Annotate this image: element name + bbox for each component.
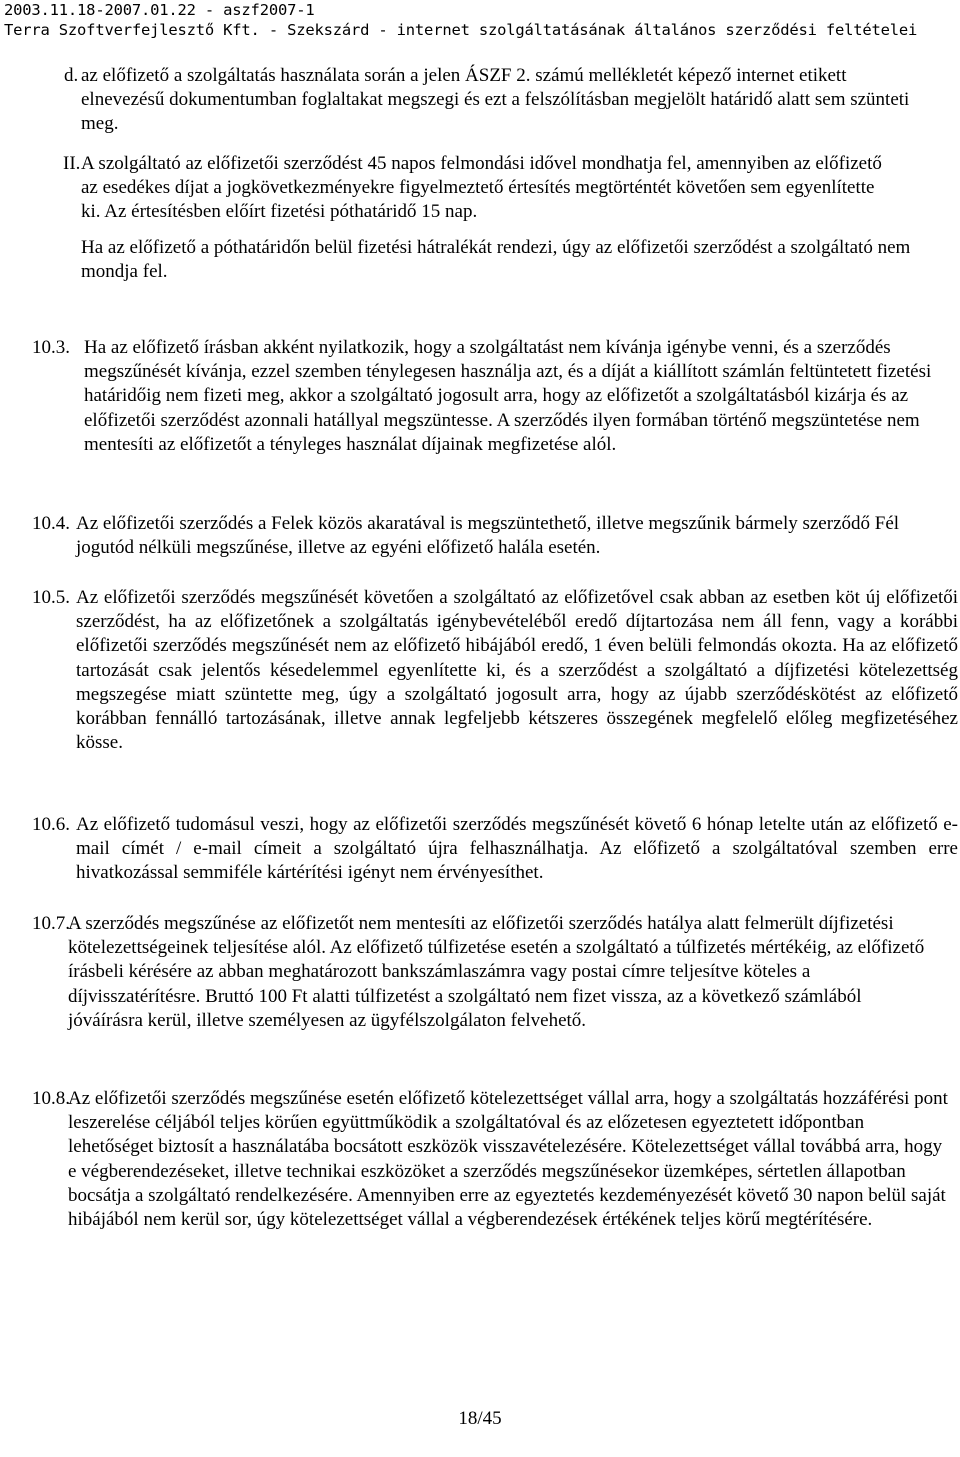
item-text: A szolgáltató az előfizetői szerződést 45 napos felmondási idővel mondhatja fel, amennyiben az előfizető az esedékes díjat a jogkövetkezményekre figyelmeztető értesítés megtörténtét követően sem egyenlítette ki. Az értesítésben előírt fizetési póthatáridő 15 nap. Ha az előfizető a póthatáridőn belül fizetési hátralékát rendezi, úgy az előfizetői szerződést a szolgáltató nem mondja fel. — [81, 152, 891, 284]
section-text: Az előfizető tudomásul veszi, hogy az előfizetői szerződés megszűnését követő 6 hónap letelte után az előfizető e-mail címét / e-mail címeit a szolgáltató újra felhasználhatja. Az előfizető a szolgáltatóval szemben erre hivatkozással semmiféle kártérítési igényt nem érvényesíthet. — [76, 814, 958, 884]
item-label: II. — [63, 153, 81, 174]
item-text-continuation: Ha az előfizető a póthatáridőn belül fizetési hátralékát rendezi, úgy az előfizetői szerződést a szolgáltató nem mondja fel. — [81, 236, 911, 282]
section-text: Ha az előfizető írásban akként nyilatkozik, hogy a szolgáltatást nem kívánja igénybe venni, és a szerződés megszűnését kívánja, ezzel szemben ténylegesen használja azt, és a díját a kiállított számlán feltüntetett fizetési határidőig nem fizeti meg, akkor a szolgáltató jogosult arra, hogy az előfizetőt a szolgáltatásból kizárja és az előfizetői szerződést azonnali hatállyal megszüntesse. A szerződés ilyen formában történő megszüntetése nem mentesíti az előfizetőt a tényleges használat díjainak megfizetése alól. — [84, 337, 932, 455]
running-header — [4, 0, 917, 40]
section-number: 10.4. — [32, 513, 70, 534]
section-number: 10.6. — [32, 814, 70, 835]
section-number: 10.5. — [32, 587, 70, 608]
item-label: d. — [64, 65, 79, 86]
section-text: Az előfizetői szerződés a Felek közös akaratával is megszüntethető, illetve megszűnik bármely szerződő Fél jogutód nélküli megszűnése, illetve az egyéni előfizető halála esetén. — [76, 513, 900, 559]
header-line-title: Terra Szoftverfejlesztő Kft. - Szekszárd - internet szolgáltatásának általános szerződési feltételei — [4, 21, 918, 39]
section-number: 10.7. — [32, 913, 70, 934]
item-text: az előfizető a szolgáltatás használata során a jelen ÁSZF 2. számú mellékletét képező internet etikett elnevezésű dokumentumban foglaltakat megszegi és ezt a felszólításban megjelölt határidő alatt sem szünteti meg. — [81, 65, 910, 135]
section-text: Az előfizetői szerződés megszűnése esetén előfizető kötelezettséget vállal arra, hogy a szolgáltatás hozzáférési pont leszerelése céljából teljes körűen együttműködik a szolgáltatóval és az előzetesen egyeztetett időpontban lehetőséget biztosít a használatába bocsátott eszközök visszavételezésére. Kötelezettséget vállal továbbá arra, hogy e végberendezéseket, illetve technikai eszközöket a szerződés megszűnésekor üzemképes, sértetlen állapotban bocsátja a szolgáltató rendelkezésére. Amennyiben erre az egyeztetés kezdeményezését követő 30 napon belül saját hibájából nem kerül sor, úgy kötelezettséget vállal a végberendezések értékének teljes körű megtérítésére. — [68, 1088, 948, 1231]
section-number: 10.3. — [32, 337, 70, 358]
section-text: A szerződés megszűnése az előfizetőt nem mentesíti az előfizetői szerződés hatálya alatt felmerült díjfizetési kötelezettségeinek teljesítése alól. Az előfizető túlfizetése esetén a szolgáltató a túlfizetés mértékéig, az előfizető írásbeli kérésére az abban meghatározott bankszámlaszámra vagy postai címre teljesítve köteles a díjvisszatérítésre. Bruttó 100 Ft alatti túlfizetést a szolgáltató nem fizet vissza, az a következő számlából jóváírásra kerül, illetve személyesen az ügyfélszolgálaton felvehető. — [68, 913, 925, 1031]
section-text: Az előfizetői szerződés megszűnését követően a szolgáltató az előfizetővel csak abban az esetben köt új előfizetői szerződést, ha az előfizetőnek a szolgáltatás igénybevételéből eredő díjtartozása nem áll fenn, vagy a korábbi előfizetői szerződés megszűnését nem az előfizető hibájából eredő, 1 éven belüli felmondás okozta. Ha az előfizető tartozását csak jelentős késedelemmel egyenlítette ki, és a szerződést a szolgáltató a díjfizetési kötelezettség megszegése miatt szüntette meg, úgy a szolgáltató jogosult arra, hogy az újabb szerződéskötést az előfizető korábban fennálló tartozásának, illetve annak legfeljebb kétszeres összegének megfelelő előleg megfizetéséhez kösse. — [76, 587, 958, 754]
page-number: 18/45 — [458, 1408, 502, 1429]
header-line-date: 2003.11.18-2007.01.22 - aszf2007-1 — [4, 1, 315, 19]
section-number: 10.8. — [32, 1088, 70, 1109]
